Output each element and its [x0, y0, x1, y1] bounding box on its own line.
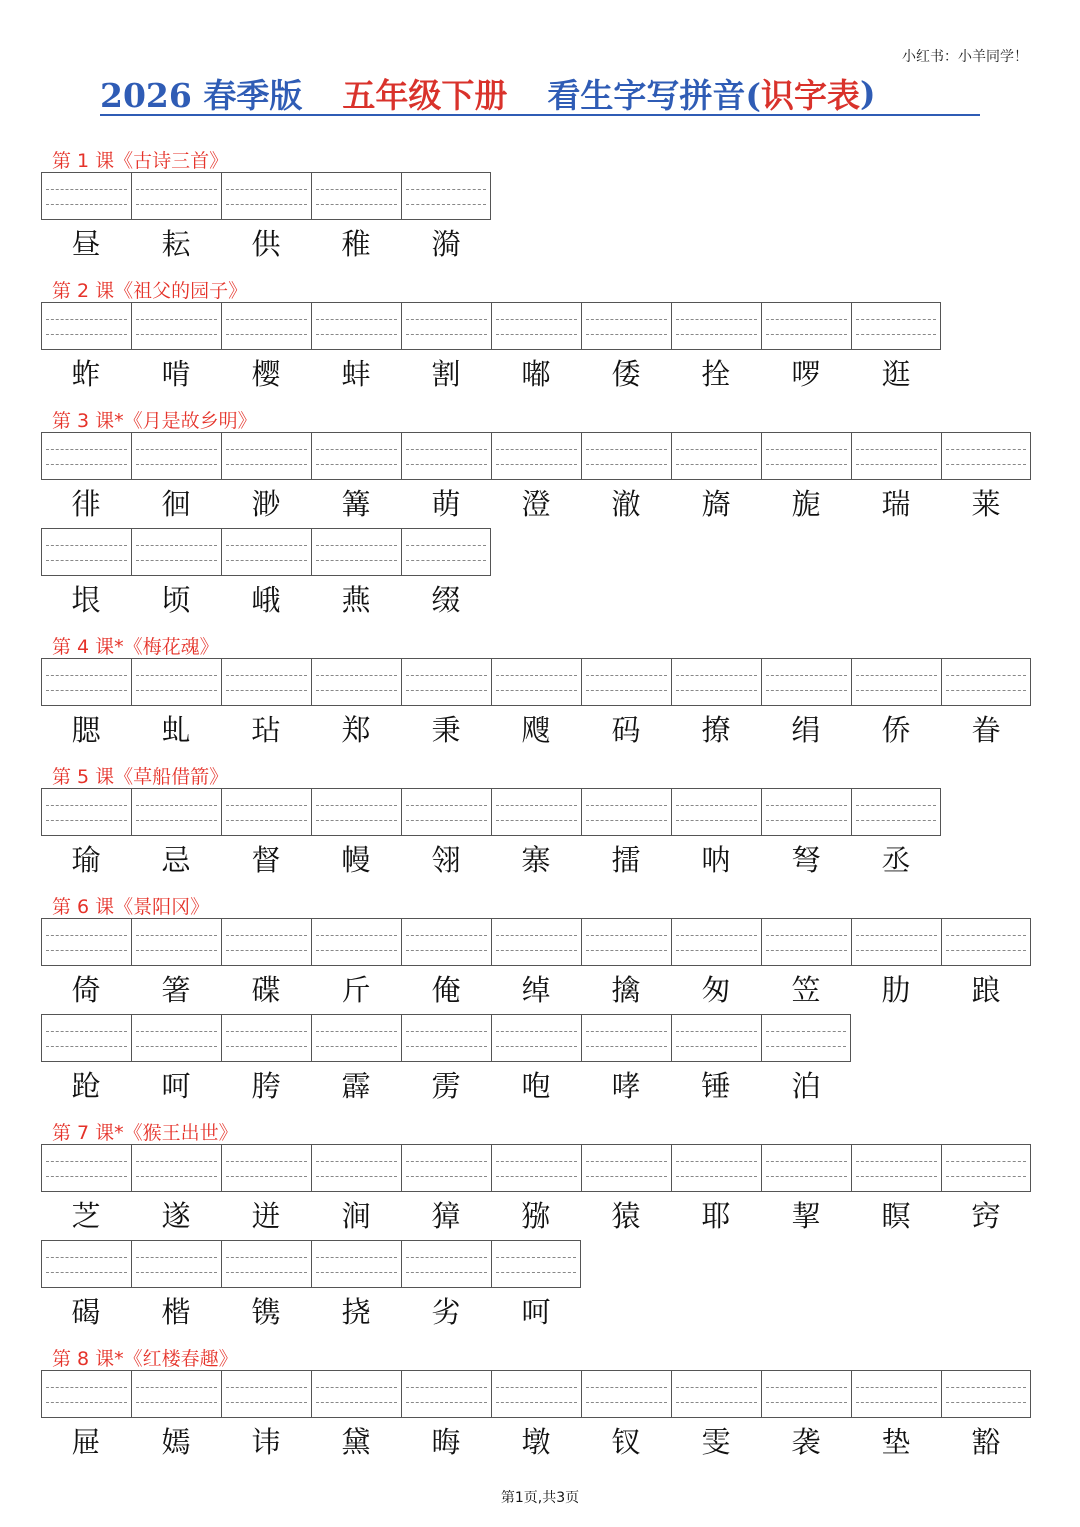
hanzi-character: 肋 [881, 973, 911, 1007]
hanzi-character: 劣 [431, 1295, 461, 1329]
pinyin-box[interactable] [401, 432, 491, 480]
hanzi-character: 窍 [971, 1199, 1001, 1233]
pinyin-box[interactable] [671, 788, 761, 836]
hanzi-character: 墩 [521, 1425, 551, 1459]
pinyin-box[interactable] [311, 432, 401, 480]
hanzi-character: 锤 [701, 1069, 731, 1103]
lesson-title: 第 2 课《祖父的园子》 [52, 280, 248, 302]
pinyin-box[interactable] [491, 1240, 581, 1288]
hanzi-character: 猕 [521, 1199, 551, 1233]
pinyin-writing-grid [41, 658, 1031, 706]
pinyin-writing-grid [41, 432, 1031, 480]
pinyin-box[interactable] [491, 918, 581, 966]
pinyin-box[interactable] [41, 1370, 131, 1418]
hanzi-character: 擒 [611, 973, 641, 1007]
pinyin-box[interactable] [221, 432, 311, 480]
pinyin-box[interactable] [581, 1370, 671, 1418]
pinyin-writing-grid [41, 1144, 1031, 1192]
pinyin-box[interactable] [131, 1370, 221, 1418]
pinyin-box[interactable] [401, 788, 491, 836]
hanzi-character: 绢 [791, 713, 821, 747]
hanzi-character: 遂 [161, 1199, 191, 1233]
pinyin-box[interactable] [41, 528, 131, 576]
pinyin-box[interactable] [671, 432, 761, 480]
pinyin-writing-grid [41, 1014, 851, 1062]
hanzi-character: 呵 [161, 1069, 191, 1103]
hanzi-character: 弩 [791, 843, 821, 877]
hanzi-character: 迸 [251, 1199, 281, 1233]
hanzi-character: 逛 [881, 357, 911, 391]
pinyin-box[interactable] [131, 1144, 221, 1192]
character-row [41, 1422, 1031, 1462]
pinyin-box[interactable] [401, 1144, 491, 1192]
pinyin-box[interactable] [581, 302, 671, 350]
hanzi-character: 眷 [971, 713, 1001, 747]
title-close-paren: ) [859, 73, 876, 113]
hanzi-character: 霹 [341, 1069, 371, 1103]
lesson-title: 第 7 课*《猴王出世》 [52, 1122, 238, 1144]
pinyin-box[interactable] [581, 658, 671, 706]
pinyin-box[interactable] [131, 528, 221, 576]
hanzi-character: 燕 [341, 583, 371, 617]
pinyin-box[interactable] [581, 1144, 671, 1192]
hanzi-character: 樱 [251, 357, 281, 391]
pinyin-box[interactable] [491, 1370, 581, 1418]
hanzi-character: 玷 [251, 713, 281, 747]
hanzi-character: 碣 [71, 1295, 101, 1329]
hanzi-character: 峨 [251, 583, 281, 617]
pinyin-box[interactable] [761, 432, 851, 480]
lesson-title: 第 5 课《草船借箭》 [52, 766, 229, 788]
pinyin-box[interactable] [131, 1240, 221, 1288]
pinyin-box[interactable] [401, 658, 491, 706]
pinyin-box[interactable] [41, 788, 131, 836]
hanzi-character: 耶 [701, 1199, 731, 1233]
lesson-title: 第 8 课*《红楼春趣》 [52, 1348, 238, 1370]
title-table-name: 识字表 [760, 75, 860, 115]
pinyin-box[interactable] [311, 302, 401, 350]
title-edition: 2026 春季版 [100, 75, 303, 115]
hanzi-character: 割 [431, 357, 461, 391]
hanzi-character: 楷 [161, 1295, 191, 1329]
pinyin-box[interactable] [131, 172, 221, 220]
pinyin-box[interactable] [761, 1014, 851, 1062]
character-row [41, 1066, 851, 1106]
pinyin-box[interactable] [131, 658, 221, 706]
pinyin-writing-grid [41, 1370, 1031, 1418]
pinyin-box[interactable] [941, 1370, 1031, 1418]
hanzi-character: 踉 [971, 973, 1001, 1007]
hanzi-character: 漪 [431, 227, 461, 261]
pinyin-box[interactable] [671, 918, 761, 966]
hanzi-character: 哮 [611, 1069, 641, 1103]
hanzi-character: 袭 [791, 1425, 821, 1459]
hanzi-character: 晦 [431, 1425, 461, 1459]
pinyin-box[interactable] [221, 528, 311, 576]
hanzi-character: 雯 [701, 1425, 731, 1459]
pinyin-box[interactable] [221, 658, 311, 706]
character-row [41, 710, 1031, 750]
pinyin-box[interactable] [581, 918, 671, 966]
pinyin-box[interactable] [581, 788, 671, 836]
pinyin-box[interactable] [761, 302, 851, 350]
hanzi-character: 萌 [431, 487, 461, 521]
lesson-title: 第 6 课《景阳冈》 [52, 896, 210, 918]
pinyin-writing-grid [41, 788, 941, 836]
hanzi-character: 昼 [71, 227, 101, 261]
pinyin-box[interactable] [851, 658, 941, 706]
hanzi-character: 嘟 [521, 357, 551, 391]
hanzi-character: 涧 [341, 1199, 371, 1233]
pinyin-box[interactable] [401, 302, 491, 350]
pinyin-box[interactable] [761, 788, 851, 836]
hanzi-character: 澈 [611, 487, 641, 521]
pinyin-box[interactable] [491, 658, 581, 706]
pinyin-box[interactable] [131, 432, 221, 480]
character-row [41, 1292, 581, 1332]
hanzi-character: 虬 [161, 713, 191, 747]
hanzi-character: 顷 [161, 583, 191, 617]
hanzi-character: 郑 [341, 713, 371, 747]
character-row [41, 970, 1031, 1010]
hanzi-character: 忌 [161, 843, 191, 877]
character-row [41, 484, 1031, 524]
hanzi-character: 翎 [431, 843, 461, 877]
hanzi-character: 稚 [341, 227, 371, 261]
hanzi-character: 旎 [791, 487, 821, 521]
hanzi-character: 擂 [611, 843, 641, 877]
pinyin-box[interactable] [761, 918, 851, 966]
pinyin-box[interactable] [311, 658, 401, 706]
pinyin-box[interactable] [671, 658, 761, 706]
hanzi-character: 侨 [881, 713, 911, 747]
pinyin-box[interactable] [311, 1240, 401, 1288]
pinyin-box[interactable] [311, 1144, 401, 1192]
hanzi-character: 撩 [701, 713, 731, 747]
pinyin-box[interactable] [221, 788, 311, 836]
pinyin-box[interactable] [581, 1014, 671, 1062]
hanzi-character: 徘 [71, 487, 101, 521]
pinyin-box[interactable] [401, 528, 491, 576]
hanzi-character: 啃 [161, 357, 191, 391]
pinyin-box[interactable] [671, 1014, 761, 1062]
hanzi-character: 绰 [521, 973, 551, 1007]
pinyin-box[interactable] [221, 918, 311, 966]
pinyin-box[interactable] [941, 918, 1031, 966]
pinyin-box[interactable] [401, 1240, 491, 1288]
pinyin-box[interactable] [311, 788, 401, 836]
hanzi-character: 缀 [431, 583, 461, 617]
hanzi-character: 猿 [611, 1199, 641, 1233]
hanzi-character: 垫 [881, 1425, 911, 1459]
pinyin-box[interactable] [671, 1370, 761, 1418]
hanzi-character: 咆 [521, 1069, 551, 1103]
hanzi-character: 拴 [701, 357, 731, 391]
pinyin-box[interactable] [491, 1014, 581, 1062]
hanzi-character: 徊 [161, 487, 191, 521]
pinyin-box[interactable] [311, 1014, 401, 1062]
hanzi-character: 渺 [251, 487, 281, 521]
pinyin-box[interactable] [851, 918, 941, 966]
pinyin-box[interactable] [401, 172, 491, 220]
hanzi-character: 雳 [431, 1069, 461, 1103]
character-row [41, 840, 941, 880]
pinyin-box[interactable] [131, 1014, 221, 1062]
pinyin-box[interactable] [401, 1014, 491, 1062]
pinyin-box[interactable] [851, 1370, 941, 1418]
hanzi-character: 腮 [71, 713, 101, 747]
hanzi-character: 笠 [791, 973, 821, 1007]
pinyin-writing-grid [41, 528, 491, 576]
character-row [41, 580, 491, 620]
pinyin-box[interactable] [761, 658, 851, 706]
hanzi-character: 篝 [341, 487, 371, 521]
hanzi-character: 寨 [521, 843, 551, 877]
pinyin-box[interactable] [41, 1144, 131, 1192]
hanzi-character: 箸 [161, 973, 191, 1007]
pinyin-box[interactable] [671, 302, 761, 350]
pinyin-box[interactable] [41, 1240, 131, 1288]
lesson-title: 第 4 课*《梅花魂》 [52, 636, 219, 658]
hanzi-character: 斤 [341, 973, 371, 1007]
pinyin-box[interactable] [311, 172, 401, 220]
pinyin-writing-grid [41, 302, 941, 350]
pinyin-box[interactable] [941, 658, 1031, 706]
pinyin-box[interactable] [221, 1240, 311, 1288]
pinyin-box[interactable] [491, 302, 581, 350]
pinyin-box[interactable] [401, 918, 491, 966]
hanzi-character: 豁 [971, 1425, 1001, 1459]
pinyin-box[interactable] [311, 918, 401, 966]
hanzi-character: 秉 [431, 713, 461, 747]
hanzi-character: 瞑 [881, 1199, 911, 1233]
pinyin-box[interactable] [851, 432, 941, 480]
pinyin-box[interactable] [401, 1370, 491, 1418]
hanzi-character: 码 [611, 713, 641, 747]
hanzi-character: 垠 [71, 583, 101, 617]
pinyin-box[interactable] [491, 1144, 581, 1192]
hanzi-character: 蚌 [341, 357, 371, 391]
hanzi-character: 屉 [71, 1425, 101, 1459]
pinyin-writing-grid [41, 918, 1031, 966]
hanzi-character: 俺 [431, 973, 461, 1007]
character-row [41, 1196, 1031, 1236]
pinyin-box[interactable] [671, 1144, 761, 1192]
pinyin-box[interactable] [131, 918, 221, 966]
hanzi-character: 跄 [71, 1069, 101, 1103]
pinyin-box[interactable] [491, 788, 581, 836]
page-number: 第1页,共3页 [500, 1490, 580, 1506]
pinyin-box[interactable] [221, 1144, 311, 1192]
author-credit: 小红书：小羊同学！ [902, 49, 1028, 65]
character-row [41, 354, 941, 394]
hanzi-character: 倚 [71, 973, 101, 1007]
hanzi-character: 匆 [701, 973, 731, 1007]
pinyin-box[interactable] [851, 1144, 941, 1192]
hanzi-character: 幔 [341, 843, 371, 877]
pinyin-box[interactable] [131, 302, 221, 350]
hanzi-character: 挠 [341, 1295, 371, 1329]
hanzi-character: 碟 [251, 973, 281, 1007]
pinyin-box[interactable] [221, 1014, 311, 1062]
pinyin-box[interactable] [41, 172, 131, 220]
pinyin-box[interactable] [581, 432, 671, 480]
hanzi-character: 胯 [251, 1069, 281, 1103]
pinyin-writing-grid [41, 172, 491, 220]
title-grade: 五年级下册 [342, 75, 508, 115]
pinyin-box[interactable] [311, 1370, 401, 1418]
hanzi-character: 耘 [161, 227, 191, 261]
hanzi-character: 瑞 [881, 487, 911, 521]
hanzi-character: 钗 [611, 1425, 641, 1459]
pinyin-box[interactable] [221, 172, 311, 220]
pinyin-box[interactable] [41, 432, 131, 480]
hanzi-character: 旖 [701, 487, 731, 521]
lesson-title: 第 3 课*《月是故乡明》 [52, 410, 257, 432]
pinyin-box[interactable] [851, 302, 941, 350]
hanzi-character: 黛 [341, 1425, 371, 1459]
pinyin-box[interactable] [941, 432, 1031, 480]
hanzi-character: 瑜 [71, 843, 101, 877]
pinyin-box[interactable] [311, 528, 401, 576]
hanzi-character: 督 [251, 843, 281, 877]
pinyin-box[interactable] [851, 788, 941, 836]
title-task: 看生字写拼音( [547, 75, 761, 115]
hanzi-character: 芝 [71, 1199, 101, 1233]
pinyin-box[interactable] [41, 918, 131, 966]
hanzi-character: 讳 [251, 1425, 281, 1459]
pinyin-box[interactable] [761, 1370, 851, 1418]
hanzi-character: 挈 [791, 1199, 821, 1233]
hanzi-character: 獐 [431, 1199, 461, 1233]
hanzi-character: 啰 [791, 357, 821, 391]
hanzi-character: 倭 [611, 357, 641, 391]
hanzi-character: 呵 [521, 1295, 551, 1329]
hanzi-character: 呐 [701, 843, 731, 877]
character-row [41, 224, 491, 264]
pinyin-box[interactable] [761, 1144, 851, 1192]
pinyin-box[interactable] [41, 302, 131, 350]
pinyin-writing-grid [41, 1240, 581, 1288]
hanzi-character: 澄 [521, 487, 551, 521]
pinyin-box[interactable] [221, 302, 311, 350]
hanzi-character: 飕 [521, 713, 551, 747]
pinyin-box[interactable] [41, 658, 131, 706]
pinyin-box[interactable] [41, 1014, 131, 1062]
hanzi-character: 供 [251, 227, 281, 261]
hanzi-character: 莱 [971, 487, 1001, 521]
hanzi-character: 镌 [251, 1295, 281, 1329]
pinyin-box[interactable] [221, 1370, 311, 1418]
lesson-title: 第 1 课《古诗三首》 [52, 150, 229, 172]
hanzi-character: 丞 [881, 843, 911, 877]
pinyin-box[interactable] [941, 1144, 1031, 1192]
pinyin-box[interactable] [131, 788, 221, 836]
hanzi-character: 蚱 [71, 357, 101, 391]
hanzi-character: 泊 [791, 1069, 821, 1103]
hanzi-character: 嫣 [161, 1425, 191, 1459]
pinyin-box[interactable] [491, 432, 581, 480]
